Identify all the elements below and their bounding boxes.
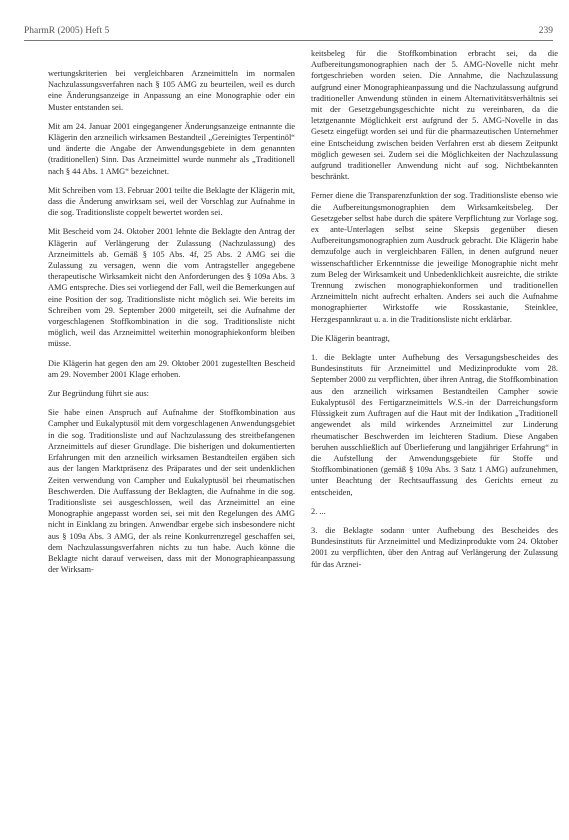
paragraph: Mit Schreiben vom 13. Februar 2001 teilte die Beklagte der Klägerin mit, dass die Änderung anwirksam sei, weil der Vorschlag zur Aufnahme in die sog. Traditionsliste coppelt bewertet worden sei. bbox=[48, 185, 295, 218]
paragraph: Zur Begründung führt sie aus: bbox=[48, 389, 149, 399]
paragraph: Sie habe einen Anspruch auf Aufnahme der Stoffkombination aus Campher und Eukalyptusöl mit dem vorgeschlagenen Anwendungsgebiet in die sog. Traditionsliste und auf Nachzulassung des streitbefangenen Arzneimittels auf dieser Grundlage. Die bisherigen und dokumentierten Erfahrungen mit den arzneilich wirksamen Bestandteilen ergäben sich aus der langen Marktpräsenz des Präparates und der seit undenklichen Zeiten verwendung von Campher und Eukalyptusöl bei rheumatischen Beschwerden. Die Auffassung der Beklagten, die Aufnahme in die sog. Traditionsliste sei ausgeschlossen, weil das Arzneimittel an eine Monographie angepasst worden sei, sei mit den Regelungen des AMG nicht in Einklang zu bringen. Anwendbar ergebe sich insbesondere nicht aus § 109a Abs. 3 AMG, der als reine Konkurrenzregel geschaffen sei, dem Nachzulassungsverfahren nichts zu tun habe. Auch könne die Beklagte nicht darauf verweisen, dass mit der Monographieanpassung der Wirksam- bbox=[48, 408, 295, 575]
right-column bbox=[311, 48, 558, 832]
paragraph: 2. ... bbox=[311, 506, 326, 516]
running-header bbox=[24, 26, 553, 41]
left-column bbox=[48, 68, 295, 832]
paragraph: Die Klägerin hat gegen den am 29. Oktober 2001 zugestellten Bescheid am 29. November 2001 Klage erhoben. bbox=[48, 358, 295, 379]
paragraph: 3. die Beklagte sodann unter Aufhebung des Bescheides des Bundesinstituts für Arzneimittel und Medizinprodukte vom 24. Oktober 2001 zu verpflichten, über den Antrag auf Verlängerung der Zulassung für das Arznei- bbox=[311, 525, 558, 569]
journal-title: PharmR (2005) Heft 5 bbox=[24, 26, 110, 36]
paragraph: 1. die Beklagte unter Aufhebung des Versagungsbescheides des Bundesinstituts für Arzneimittel und Medizinprodukte vom 28. September 2000 zu verpflichten, über ihren Antrag, die Stoffkombination aus den arzneilich wirksamen Bestandteilen Campher sowie Eukalyptusöl des Fertigarzneimittels W.S.-in der Darreichungsform Flüssigkeit zum Auftragen auf die Haut mit der Indikation „Traditionell angewendet als mild wirkendes Arzneimittel zur Linderung rheumatischer Beschwerden im leichteren Stadium. Diese Angaben beruhen ausschließlich auf Überlieferung und langjähriger Erfahrung“ in die Aufstellung der Anwendungsgebiete für Stoffe und Stoffkombinationen (gemäß § 109a Abs. 3 Satz 1 AMG) aufzunehmen, unter Beachtung der Rechtsauffassung des Gerichts erneut zu entscheiden, bbox=[311, 353, 558, 497]
paragraph: keitsbeleg für die Stoffkombination erbracht sei, da die Aufbereitungsmonographien nach der 5. AMG-Novelle nicht mehr fortgeschrieben worden seien. Die Annahme, die Nachzulassung aufgrund einer Monographieanpassung und die Nachzulassung aufgrund traditioneller Anwendung stünden in einem Alternativitätsverhältnis sei mit der Gesetzgebungsgeschichte nicht zu vereinbaren, da die letztgenannte Möglichkeit erst aufgrund der 5. AMG-Novelle in das Gesetz eingefügt worden sei und für die pharmazeutischen Unternehmer eine Entscheidung zwischen beiden Verfahren erst ab diesem Zeitpunkt möglich gewesen sei. Zudem sei die Möglichkeiten der Nachzulassung aufgrund traditioneller Anwendung nicht auf sog. Nichtbekannten beschränkt. bbox=[311, 49, 558, 182]
paragraph: Die Klägerin beantragt, bbox=[311, 333, 390, 343]
paragraph: wertungskriterien bei vergleichbaren Arzneimitteln im normalen Nachzulassungsverfahren nach § 105 AMG zu beurteilen, weil es durch eine Änderungsanzeige in Anpassung an eine Monographie oder ein Muster entstanden sei. bbox=[48, 69, 295, 112]
page-number: 239 bbox=[538, 26, 553, 36]
paragraph: Ferner diene die Transparenzfunktion der sog. Traditionsliste ebenso wie die Aufbereitungsmonographien dem Wirksamkeitsbeleg. Der Gesetzgeber selbst habe durch die spätere Verpflichtung zur Vorlage sog. ex ante-Unterlagen selbst seine Skepsis gegenüber diesen Aufbereitungsmonographien zum Ausdruck gebracht. Die Klägerin habe demzufolge auch in vergleichbaren Fällen, in denen aufgrund neuer wissenschaftlicher Erkenntnisse die jeweilige Monographie nicht mehr zum Beleg der Wirksamkeit und Unbedenklichkeit ausreichte, die strikte Trennung zwischen monographiekonformen und traditionellen Arzneimitteln nicht aufrecht erhalten. Anders sei auch die Aufnahme monographierter Wirkstoffe wie Rosskastanie, Steinklee, Herzgespannkraut u. a. in die Traditionsliste nicht erklärbar. bbox=[311, 191, 558, 324]
paragraph: Mit Bescheid vom 24. Oktober 2001 lehnte die Beklagte den Antrag der Klägerin auf Verlängerung der Zulassung (Nachzulassung) des Arzneimittels ab. Gemäß § 105 Abs. 4f, 25 Abs. 2 AMG sei die Zulassung zu versagen, wenn die vom Antragsteller angegebene therapeutische Wirksamkeit nicht den Anforderungen des § 109a Abs. 3 AMG entspreche. Dies sei vorliegend der Fall, weil die Bemerkungen auf eine Position der sog. Traditionsliste nicht möglich sei. Wie bereits im Schreiben vom 29. September 2000 mitgeteilt, sei die Aufnahme der vorgeschlagenen Stoffkombination in die sog. Traditionsliste nicht möglich, weil das Arzneimittel weiterhin monographiekonform bleiben müsse. bbox=[48, 227, 295, 349]
paragraph: Mit am 24. Januar 2001 eingegangener Änderungsanzeige entnannte die Klägerin den arzneilich wirksamen Bestandteil „Gereinigtes Terpentinöl“ und änderte die Angabe der Anwendungsgebiete in dem genannten (traditionellen) Sinn. Das Arzneimittel wurde nunmehr als „Traditionell nach § 44 Abs. 1 AMG“ bezeichnet. bbox=[48, 121, 295, 176]
